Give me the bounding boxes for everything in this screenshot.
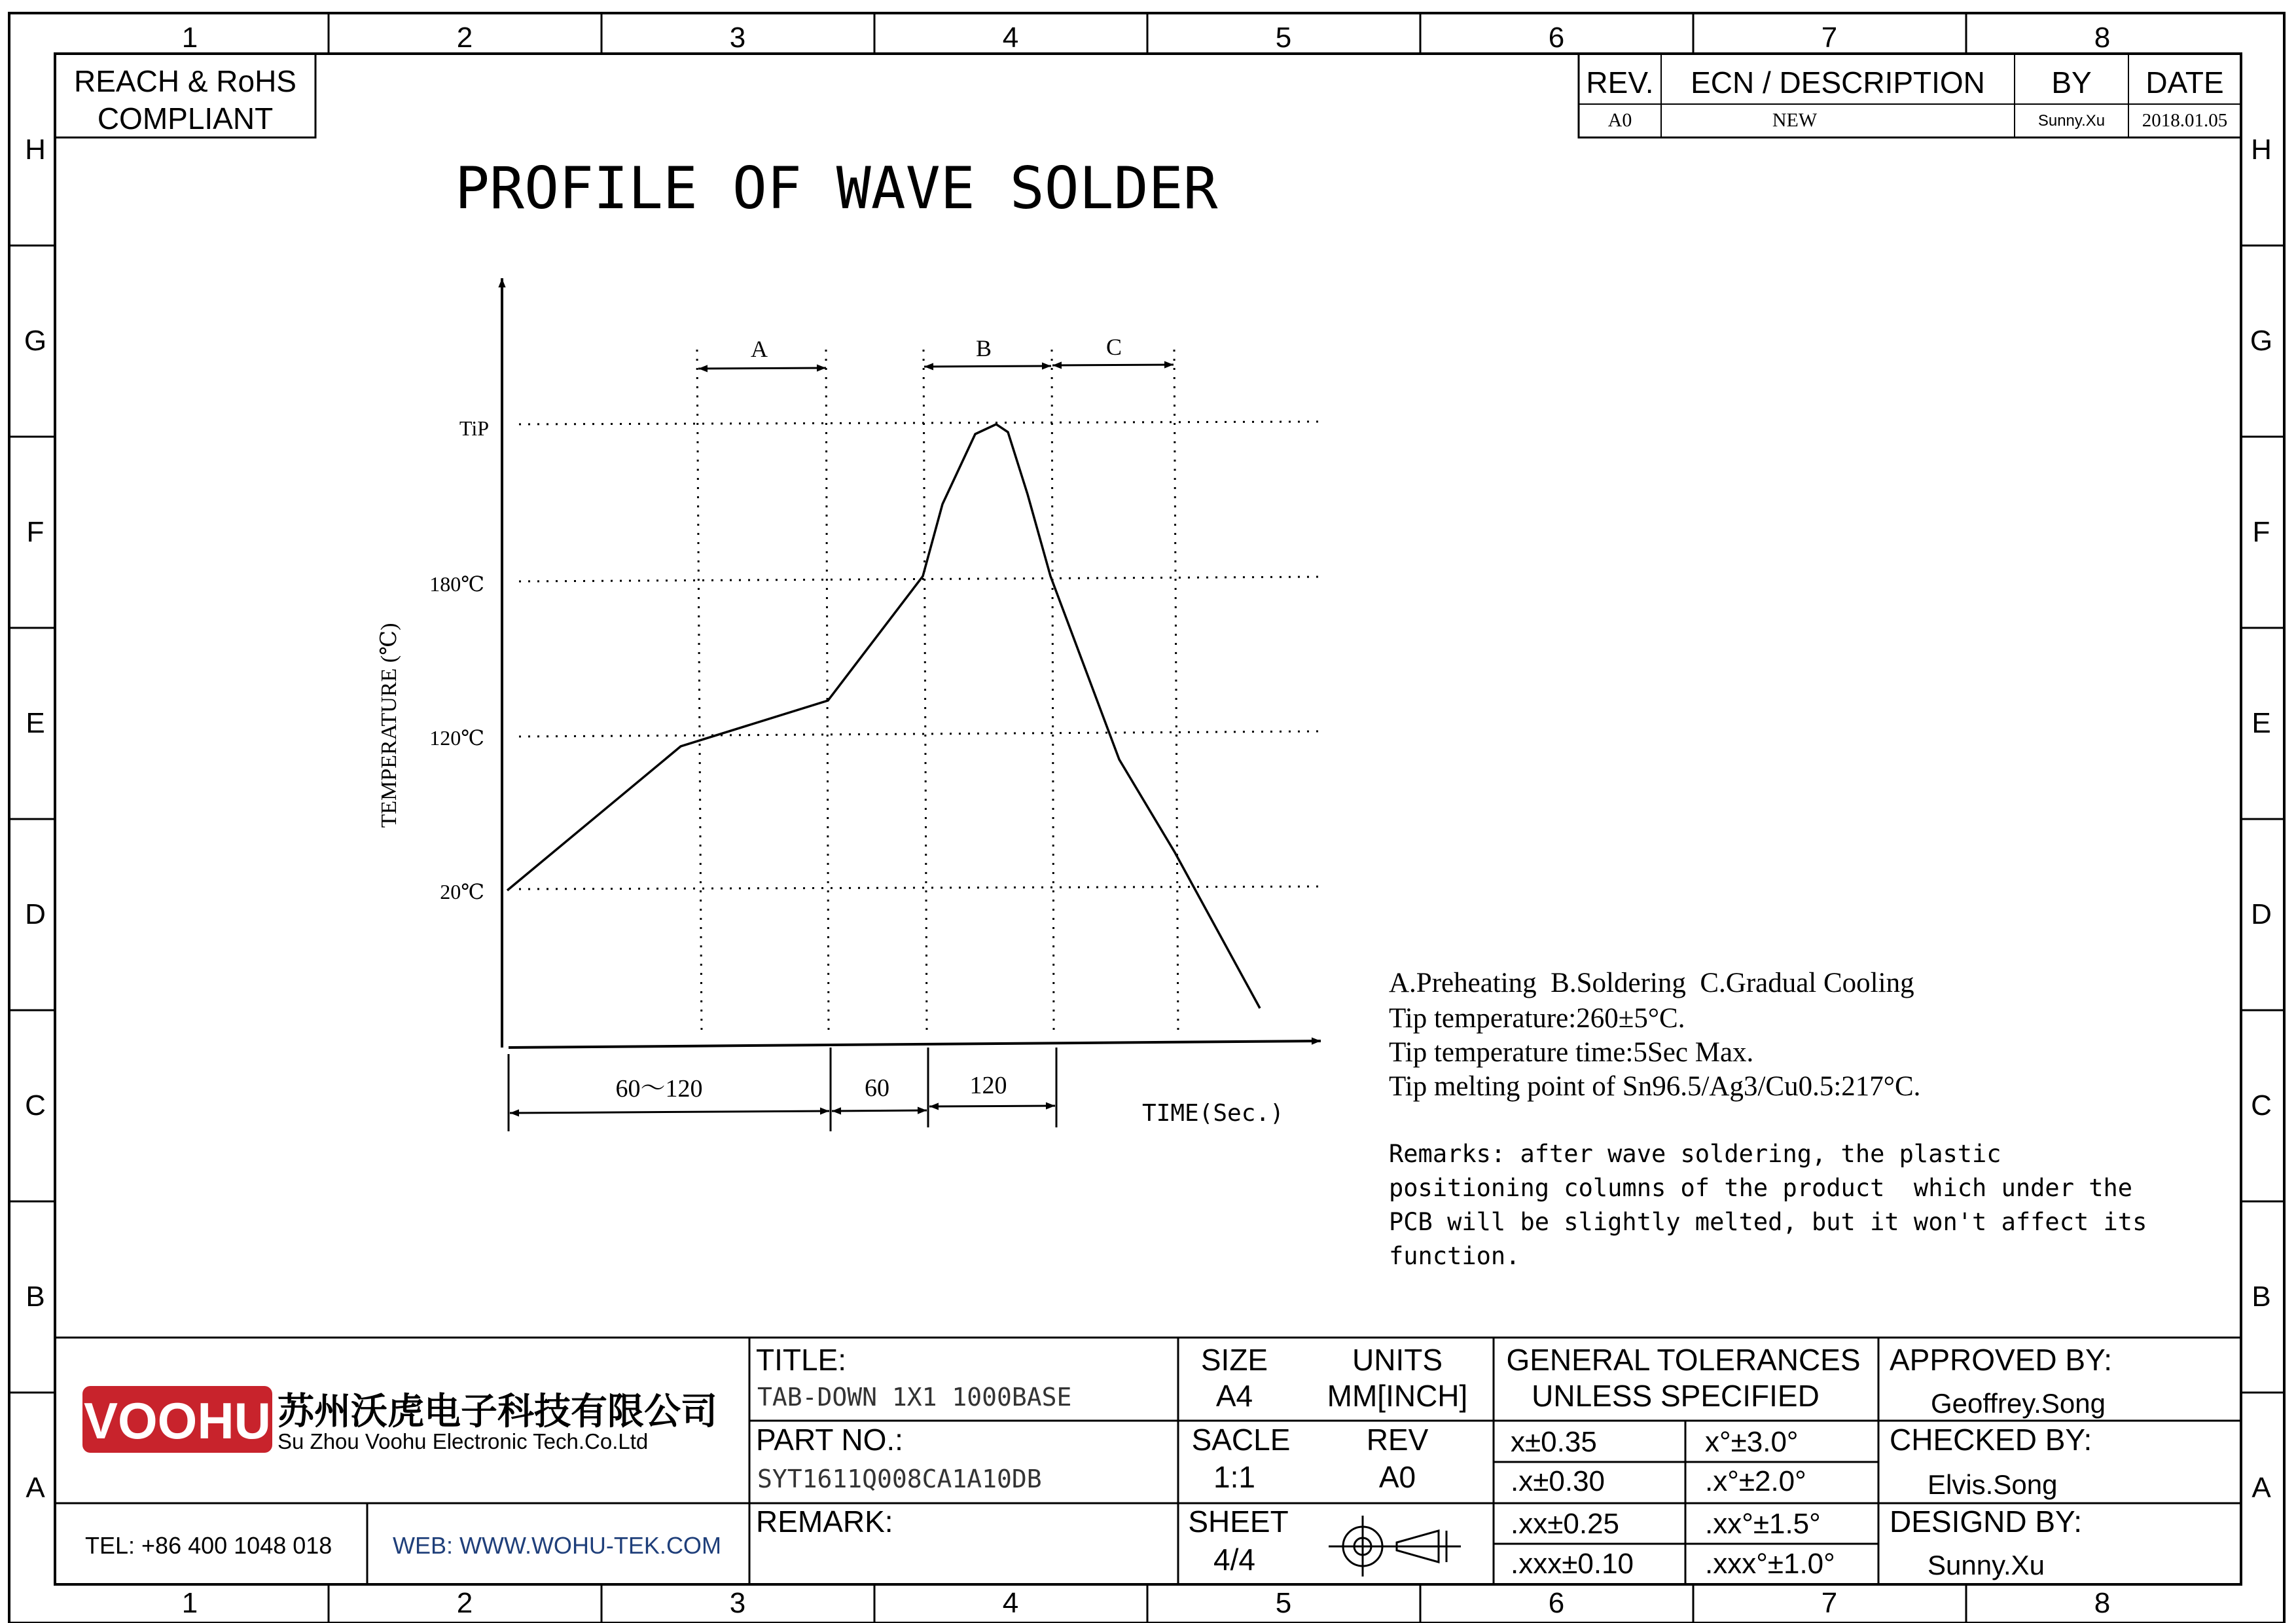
zone-a-end-guide xyxy=(826,350,829,1034)
x-axis-label: TIME(Sec.) xyxy=(1142,1100,1284,1127)
designed-value: Sunny.Xu xyxy=(1928,1550,2045,1580)
x-axis xyxy=(509,1041,1321,1048)
size-label: SIZE xyxy=(1200,1343,1268,1377)
row-label-e: E xyxy=(26,707,45,739)
revision-table xyxy=(1579,54,2241,137)
tolerance-linear-2: .xx±0.25 xyxy=(1511,1508,1620,1540)
row-label-g: G xyxy=(24,325,47,357)
tolerances-label-1: GENERAL TOLERANCES xyxy=(1506,1343,1861,1377)
ecn-value: NEW xyxy=(1772,109,1818,131)
duration-label-1: 60～120 xyxy=(615,1075,703,1103)
col-label-3-bottom: 3 xyxy=(729,1587,746,1619)
ecn-header: ECN / DESCRIPTION xyxy=(1691,65,1985,100)
scale-value: 1:1 xyxy=(1213,1460,1255,1494)
note-tip-time: Tip temperature time:5Sec Max. xyxy=(1389,1037,1754,1068)
compliance-line-1: REACH & RoHS xyxy=(74,64,296,98)
zone-a-start-guide xyxy=(697,350,702,1034)
col-label-5-bottom: 5 xyxy=(1275,1587,1292,1619)
remark-line-4: function. xyxy=(1389,1242,1520,1270)
by-value: Sunny.Xu xyxy=(2037,112,2106,130)
company-name-en: Su Zhou Voohu Electronic Tech.Co.Ltd xyxy=(278,1429,649,1453)
zone-b-start-guide xyxy=(924,350,927,1031)
y-tick-180: 180℃ xyxy=(429,572,484,596)
compliance-line-2: COMPLIANT xyxy=(97,101,274,136)
row-label-b-right: B xyxy=(2251,1281,2271,1313)
y-axis-label: TEMPERATURE (℃) xyxy=(377,623,401,828)
tolerance-linear-3: .xxx±0.10 xyxy=(1511,1548,1634,1580)
row-label-e-right: E xyxy=(2251,707,2271,739)
remark-line-1: Remarks: after wave soldering, the plastic xyxy=(1389,1140,2001,1168)
note-tip-temperature: Tip temperature:260±5°C. xyxy=(1389,1003,1685,1034)
col-label-6: 6 xyxy=(1548,22,1565,54)
row-label-a-right: A xyxy=(2251,1472,2271,1504)
drawing-title: PROFILE OF WAVE SOLDER xyxy=(455,155,1218,222)
sheet-label: SHEET xyxy=(1188,1504,1289,1539)
zone-a-label: A xyxy=(751,336,768,362)
size-value: A4 xyxy=(1215,1379,1253,1413)
by-header: BY xyxy=(2051,65,2092,100)
row-label-h-right: H xyxy=(2251,134,2272,166)
tolerance-angular-2: .xx°±1.5° xyxy=(1705,1508,1821,1540)
note-legend: A.Preheating B.Soldering C.Gradual Cooling xyxy=(1389,968,1914,998)
col-label-7: 7 xyxy=(1821,22,1838,54)
tolerance-linear-1: .x±0.30 xyxy=(1511,1465,1605,1497)
remark-line-2: positioning columns of the product which under the xyxy=(1389,1174,2133,1202)
duration-preheat-arrow xyxy=(510,1111,829,1113)
tolerance-angular-1: .x°±2.0° xyxy=(1705,1465,1806,1497)
col-label-5: 5 xyxy=(1275,22,1292,54)
units-value: MM[INCH] xyxy=(1327,1379,1468,1413)
zone-b-arrow xyxy=(924,366,1051,367)
y-tick-20: 20℃ xyxy=(440,880,484,903)
row-label-a: A xyxy=(26,1472,45,1504)
part-no-label: PART NO.: xyxy=(756,1423,903,1457)
row-label-c-right: C xyxy=(2251,1089,2272,1122)
rev-value: A0 xyxy=(1607,109,1632,131)
projection-symbol-icon xyxy=(1329,1516,1461,1577)
company-name-cn: 苏州沃虎电子科技有限公司 xyxy=(278,1391,717,1432)
zone-c-end-guide xyxy=(1174,350,1178,1031)
approved-label: APPROVED BY: xyxy=(1890,1343,2113,1377)
zone-c-label: C xyxy=(1105,334,1122,360)
rev-header: REV. xyxy=(1586,65,1654,100)
sheet-value: 4/4 xyxy=(1213,1542,1255,1577)
tolerance-linear-0: x±0.35 xyxy=(1511,1426,1597,1458)
logo-text: VOOHU xyxy=(83,1392,272,1450)
guide-120 xyxy=(519,731,1319,737)
col-label-7-bottom: 7 xyxy=(1821,1587,1838,1619)
row-label-h: H xyxy=(25,134,46,166)
row-label-g-right: G xyxy=(2250,325,2273,357)
scale-label: SACLE xyxy=(1191,1423,1291,1457)
row-label-f: F xyxy=(26,516,45,548)
duration-label-3: 120 xyxy=(969,1072,1007,1099)
col-label-6-bottom: 6 xyxy=(1548,1587,1565,1619)
title-label: TITLE: xyxy=(756,1343,847,1377)
zone-a-arrow xyxy=(698,368,826,369)
date-value: 2018.01.05 xyxy=(2142,110,2228,131)
solder-profile-diagram xyxy=(377,278,1321,1131)
company-web: WEB: WWW.WOHU-TEK.COM xyxy=(393,1532,721,1559)
col-label-2: 2 xyxy=(456,22,473,54)
compliance-box xyxy=(55,54,315,137)
remark-line-3: PCB will be slightly melted, but it won't affect its xyxy=(1389,1208,2147,1236)
temperature-profile-curve xyxy=(507,424,1260,1008)
col-label-8-bottom: 8 xyxy=(2094,1587,2111,1619)
rev-value-block: A0 xyxy=(1378,1460,1416,1494)
col-label-1-bottom: 1 xyxy=(181,1587,198,1619)
row-label-d-right: D xyxy=(2251,898,2272,930)
designed-label: DESIGND BY: xyxy=(1890,1504,2082,1539)
tip-guide xyxy=(519,422,1319,424)
duration-ramp-arrow xyxy=(832,1110,927,1111)
company-tel: TEL: +86 400 1048 018 xyxy=(85,1532,332,1559)
col-label-4: 4 xyxy=(1002,22,1019,54)
tolerances-label-2: UNLESS SPECIFIED xyxy=(1532,1379,1820,1413)
guide-20 xyxy=(519,886,1319,889)
date-header: DATE xyxy=(2145,65,2224,100)
row-label-c: C xyxy=(25,1089,46,1122)
duration-label-2: 60 xyxy=(865,1074,889,1102)
units-label: UNITS xyxy=(1352,1343,1443,1377)
checked-label: CHECKED BY: xyxy=(1890,1423,2092,1457)
y-tick-120: 120℃ xyxy=(429,726,484,750)
row-label-f-right: F xyxy=(2252,516,2270,548)
rev-label: REV xyxy=(1366,1423,1429,1457)
y-tick-tip: TiP xyxy=(459,416,489,440)
note-melting-point: Tip melting point of Sn96.5/Ag3/Cu0.5:217°C. xyxy=(1389,1071,1921,1102)
zone-b-label: B xyxy=(975,335,992,361)
col-label-2-bottom: 2 xyxy=(456,1587,473,1619)
drawing-frame xyxy=(9,13,2284,1623)
col-label-3: 3 xyxy=(729,22,746,54)
tolerance-angular-3: .xxx°±1.0° xyxy=(1705,1548,1835,1580)
row-label-d: D xyxy=(25,898,46,930)
col-label-4-bottom: 4 xyxy=(1002,1587,1019,1619)
row-label-b: B xyxy=(26,1281,45,1313)
col-label-8: 8 xyxy=(2094,22,2111,54)
company-logo xyxy=(82,1386,272,1453)
approved-value: Geoffrey.Song xyxy=(1931,1388,2106,1419)
col-label-1: 1 xyxy=(181,22,198,54)
remark-label: REMARK: xyxy=(756,1504,893,1539)
title-value: TAB-DOWN 1X1 1000BASE xyxy=(757,1383,1072,1412)
tolerance-angular-0: x°±3.0° xyxy=(1705,1426,1799,1458)
title-block xyxy=(55,1338,2241,1584)
checked-value: Elvis.Song xyxy=(1928,1469,2058,1500)
part-no-value: SYT1611Q008CA1A10DB xyxy=(757,1465,1042,1493)
process-notes xyxy=(1389,968,2147,1270)
zone-b-end-guide xyxy=(1052,350,1054,1031)
